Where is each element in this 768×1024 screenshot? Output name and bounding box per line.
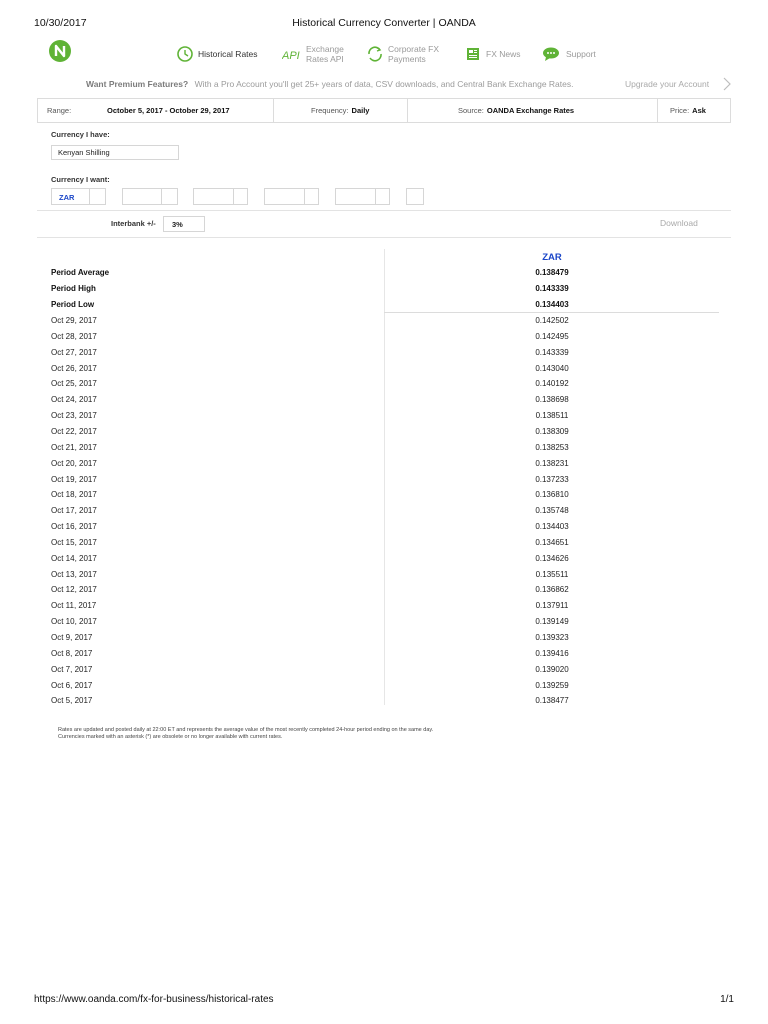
footnote — [58, 727, 433, 741]
oanda-logo[interactable] — [49, 40, 71, 62]
frequency-field[interactable] — [311, 99, 369, 122]
rate-row-date: Oct 26, 2017 — [51, 364, 97, 373]
rate-row-value: 0.138698 — [535, 395, 569, 404]
rate-row-value: 0.134651 — [535, 538, 569, 547]
interbank-input[interactable]: 3% — [163, 216, 205, 232]
rate-row-date: Oct 5, 2017 — [51, 696, 93, 705]
rate-row-value: 0.134626 — [535, 554, 569, 563]
currency-want-value: ZAR — [59, 193, 75, 202]
rate-row-date: Oct 25, 2017 — [51, 379, 97, 388]
range-value: October 5, 2017 - October 29, 2017 — [107, 106, 230, 115]
rate-row-value: 0.139020 — [535, 665, 569, 674]
nav-support-label: Support — [566, 49, 596, 59]
promo-text: With a Pro Account you'll get 25+ years of data, CSV downloads, and Central Bank Exchange Rates. — [194, 79, 574, 89]
price-value: Ask — [692, 106, 706, 115]
period-average-label: Period Average — [51, 268, 110, 277]
price-field[interactable] — [670, 99, 706, 122]
print-header — [0, 17, 768, 31]
rate-row-value: 0.137233 — [535, 475, 569, 484]
payments-icon — [366, 45, 384, 63]
rate-row-value: 0.143339 — [535, 348, 569, 357]
rate-row-value: 0.138253 — [535, 443, 569, 452]
rate-row-date: Oct 24, 2017 — [51, 395, 97, 404]
nav-api-label-line1: Exchange — [306, 44, 344, 54]
currency-have-input[interactable]: Kenyan Shilling — [51, 145, 179, 160]
nav-historical-rates[interactable] — [176, 42, 258, 66]
support-icon — [542, 45, 562, 63]
nav-api-label-line2: Rates API — [306, 54, 344, 64]
rate-row-date: Oct 10, 2017 — [51, 617, 97, 626]
rate-row-date: Oct 9, 2017 — [51, 633, 93, 642]
interbank-label: Interbank +/- — [111, 219, 156, 228]
period-average-value: 0.138479 — [535, 268, 569, 277]
rate-row-date: Oct 13, 2017 — [51, 570, 97, 579]
rate-row-date: Oct 14, 2017 — [51, 554, 97, 563]
rate-row-date: Oct 23, 2017 — [51, 411, 97, 420]
rate-row-date: Oct 27, 2017 — [51, 348, 97, 357]
source-value: OANDA Exchange Rates — [486, 106, 575, 115]
nav-corporate-fx-payments[interactable] — [366, 42, 439, 66]
footnote-line-2: Currencies marked with an asterisk (*) are obsolete or no longer available with current rates. — [58, 734, 283, 740]
currency-have-label: Currency I have: — [51, 130, 110, 139]
currency-column-header: ZAR — [542, 252, 562, 263]
range-label: Range: — [47, 106, 72, 115]
rate-row-value: 0.134403 — [535, 522, 569, 531]
currency-want-input-6[interactable] — [406, 188, 424, 205]
nav-fx-news-label: FX News — [486, 49, 521, 59]
promo-heading: Want Premium Features? — [86, 79, 189, 89]
source-field[interactable] — [458, 99, 574, 122]
print-url: https://www.oanda.com/fx-for-business/historical-rates — [34, 994, 274, 1005]
rate-row-value: 0.139259 — [535, 681, 569, 690]
logo-mark-icon — [49, 40, 71, 62]
rate-row-value: 0.138309 — [535, 427, 569, 436]
nav-support[interactable] — [542, 42, 596, 66]
rate-row-date: Oct 6, 2017 — [51, 681, 93, 690]
rate-row-date: Oct 22, 2017 — [51, 427, 97, 436]
rate-row-date: Oct 28, 2017 — [51, 332, 97, 341]
rate-row-date: Oct 7, 2017 — [51, 665, 93, 674]
rate-row-date: Oct 11, 2017 — [51, 601, 97, 610]
frequency-value: Daily — [351, 106, 370, 115]
rate-row-date: Oct 29, 2017 — [51, 316, 97, 325]
rate-row-value: 0.142495 — [535, 332, 569, 341]
rate-row-value: 0.140192 — [535, 379, 569, 388]
news-icon — [464, 45, 482, 63]
period-high-value: 0.143339 — [535, 284, 569, 293]
range-bar — [37, 98, 731, 123]
period-low-label: Period Low — [51, 300, 95, 309]
print-date: 10/30/2017 — [34, 17, 87, 29]
clock-icon — [176, 45, 194, 63]
range-field[interactable] — [47, 99, 71, 122]
divider — [37, 237, 731, 238]
nav-payments-label-line1: Corporate FX — [388, 44, 440, 54]
currency-want-input-5[interactable] — [335, 188, 390, 205]
rate-row-value: 0.139416 — [535, 649, 569, 658]
rate-row-value: 0.137911 — [535, 601, 569, 610]
currency-want-input-4[interactable] — [264, 188, 319, 205]
rate-row-date: Oct 21, 2017 — [51, 443, 97, 452]
summary-divider — [384, 312, 719, 313]
print-page-number: 1/1 — [720, 994, 734, 1005]
rate-row-value: 0.139149 — [535, 617, 569, 626]
upgrade-account-link[interactable]: Upgrade your Account — [625, 79, 710, 89]
currency-want-input-1[interactable] — [51, 188, 106, 205]
rate-row-value: 0.143040 — [535, 364, 569, 373]
premium-promo — [86, 79, 573, 89]
currency-want-input-3[interactable] — [193, 188, 248, 205]
table-column-divider — [384, 249, 385, 705]
rate-row-date: Oct 17, 2017 — [51, 506, 97, 515]
rate-row-date: Oct 19, 2017 — [51, 475, 97, 484]
rate-row-date: Oct 20, 2017 — [51, 459, 97, 468]
rate-row-date: Oct 8, 2017 — [51, 649, 93, 658]
api-icon — [282, 45, 302, 63]
rate-row-value: 0.138477 — [535, 696, 569, 705]
nav-historical-rates-label: Historical Rates — [198, 49, 258, 59]
rate-row-date: Oct 12, 2017 — [51, 585, 97, 594]
rate-row-value: 0.135748 — [535, 506, 569, 515]
rate-row-date: Oct 16, 2017 — [51, 522, 97, 531]
chevron-right-icon[interactable] — [722, 77, 732, 91]
footnote-line-1: Rates are updated and posted daily at 22:00 ET and represents the average value of the most recently completed 24-hour period ending on the same day. — [58, 727, 434, 733]
rate-row-value: 0.138231 — [535, 459, 569, 468]
divider — [37, 210, 731, 211]
print-title: Historical Currency Converter | OANDA — [292, 17, 476, 29]
rate-row-date: Oct 18, 2017 — [51, 490, 97, 499]
rate-row-value: 0.139323 — [535, 633, 569, 642]
rate-row-value: 0.142502 — [535, 316, 569, 325]
rate-row-value: 0.136862 — [535, 585, 569, 594]
currency-want-label: Currency I want: — [51, 175, 110, 184]
nav-payments-label-line2: Payments — [388, 54, 426, 64]
rate-row-value: 0.136810 — [535, 490, 569, 499]
rate-row-date: Oct 15, 2017 — [51, 538, 97, 547]
range-value-cell[interactable] — [107, 99, 230, 122]
download-button[interactable]: Download — [660, 218, 698, 228]
period-low-value: 0.134403 — [535, 300, 569, 309]
price-label: Price: — [670, 106, 690, 115]
source-label: Source: — [458, 106, 484, 115]
svg-text:API: API — [282, 50, 300, 62]
currency-want-input-2[interactable] — [122, 188, 178, 205]
frequency-label: Frequency: — [311, 106, 349, 115]
rate-row-value: 0.135511 — [535, 570, 569, 579]
nav-fx-news[interactable] — [464, 42, 520, 66]
period-high-label: Period High — [51, 284, 96, 293]
rate-row-value: 0.138511 — [535, 411, 569, 420]
nav-exchange-rates-api[interactable] — [282, 42, 344, 66]
